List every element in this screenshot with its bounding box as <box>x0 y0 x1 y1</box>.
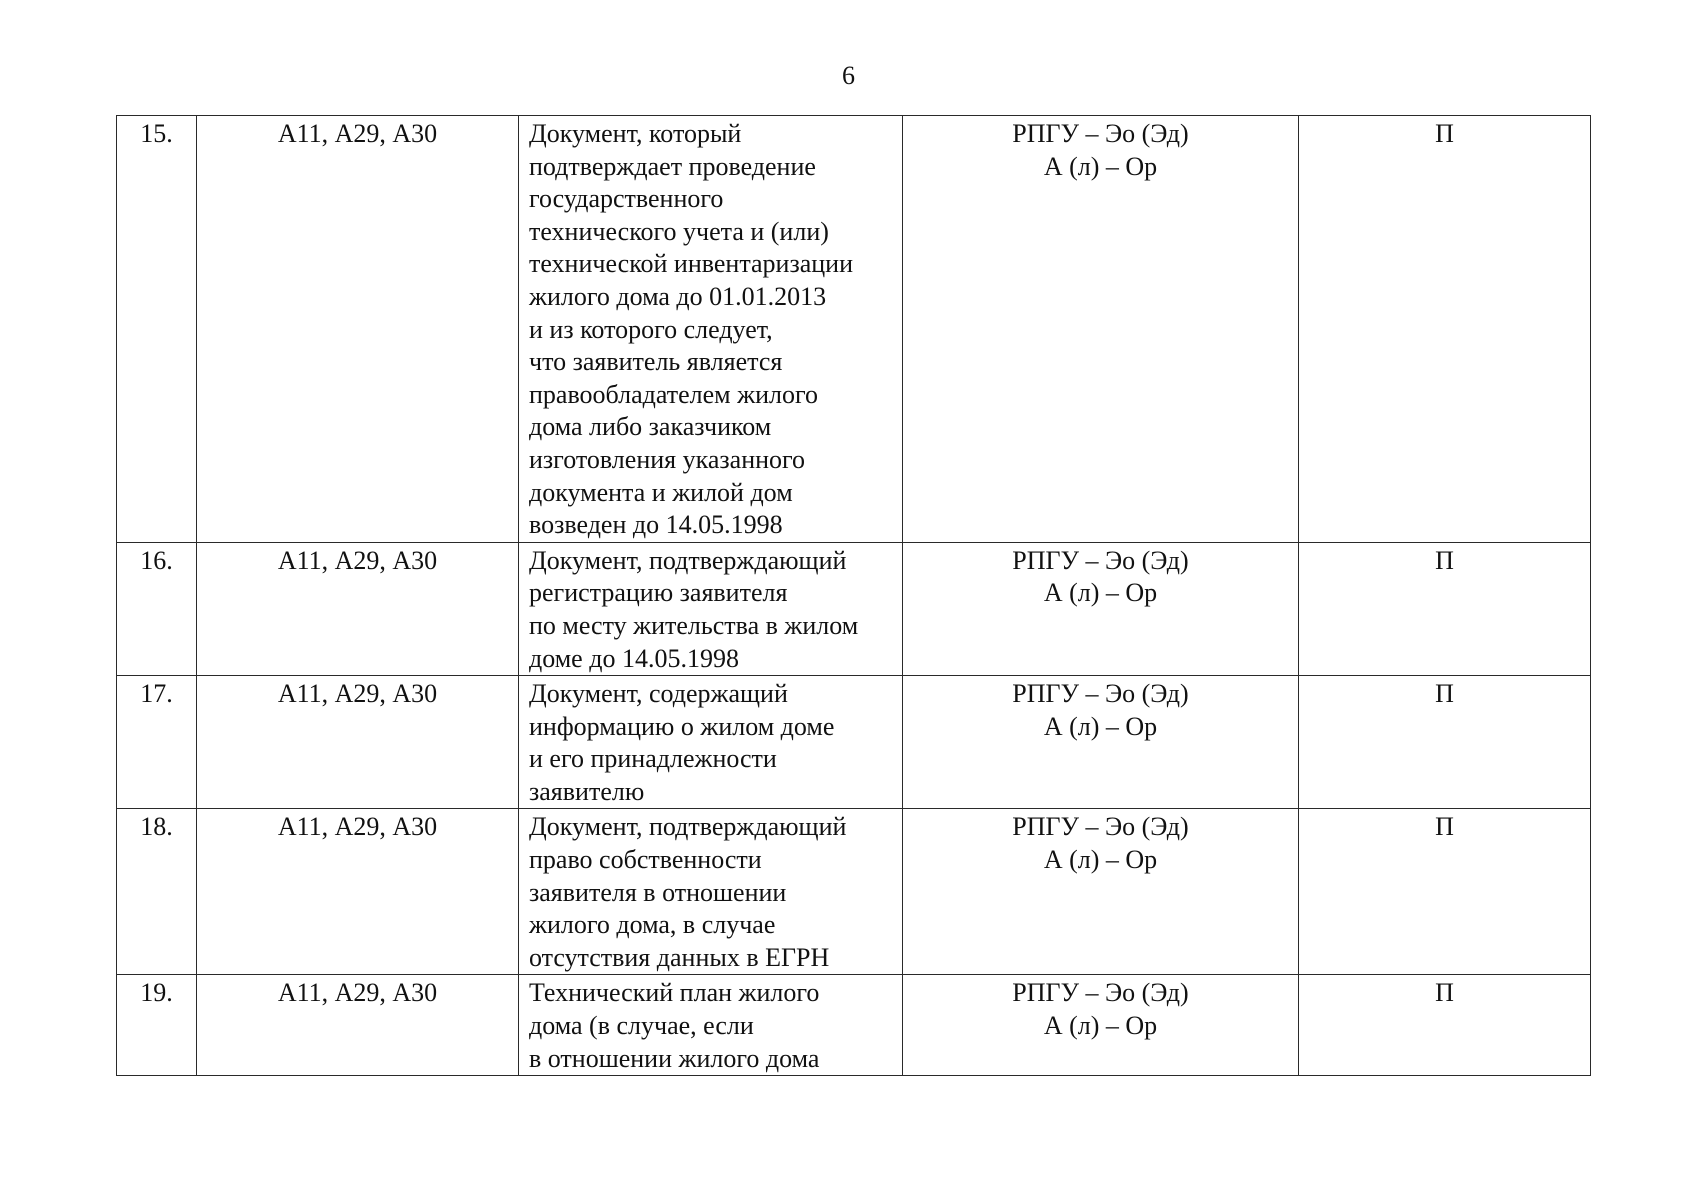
document-type-mark: П <box>1299 975 1591 1076</box>
document-description: Документ, подтверждающий регистрацию заявителя по месту жительства в жилом доме до 14.05.1998 <box>519 542 903 675</box>
submission-method <box>903 809 1299 975</box>
document-type-mark: П <box>1299 116 1591 543</box>
submission-method-line: РПГУ – Эо (Эд) <box>1012 812 1189 842</box>
table-row <box>117 809 1591 975</box>
table-row <box>117 116 1591 543</box>
document-description: Документ, подтверждающий право собственности заявителя в отношении жилого дома, в случае отсутствия данных в ЕГРН <box>519 809 903 975</box>
requirement-codes: А11, А29, А30 <box>197 676 519 809</box>
submission-method <box>903 676 1299 809</box>
requirement-codes: А11, А29, А30 <box>197 116 519 543</box>
document-type-mark: П <box>1299 809 1591 975</box>
submission-method-line: РПГУ – Эо (Эд) <box>1012 545 1189 575</box>
submission-method-line: А (л) – Ор <box>1043 151 1158 181</box>
submission-method <box>903 116 1299 543</box>
row-number: 17. <box>117 676 197 809</box>
table-row <box>117 542 1591 675</box>
submission-method-line: А (л) – Ор <box>1043 711 1158 741</box>
row-number: 18. <box>117 809 197 975</box>
document-description: Документ, содержащий информацию о жилом доме и его принадлежности заявителю <box>519 676 903 809</box>
row-number: 15. <box>117 116 197 543</box>
document-description: Документ, который подтверждает проведение государственного технического учета и (или) технической инвентаризации жилого дома до 01.01.2013 и из которого следует, что заявитель является правообладателем жилого дома либо заказчиком изготовления указанного документа и жилой дом возведен до 14.05.1998 <box>519 116 903 543</box>
submission-method-line: А (л) – Ор <box>1043 1011 1158 1041</box>
table-row <box>117 975 1591 1076</box>
submission-method <box>903 975 1299 1076</box>
row-number: 19. <box>117 975 197 1076</box>
page-number: 6 <box>842 61 855 90</box>
document-type-mark: П <box>1299 676 1591 809</box>
submission-method-line: А (л) – Ор <box>1043 578 1158 608</box>
submission-method-line: РПГУ – Эо (Эд) <box>1012 119 1189 148</box>
requirement-codes: А11, А29, А30 <box>197 975 519 1076</box>
document-description: Технический план жилого дома (в случае, если в отношении жилого дома <box>519 975 903 1076</box>
submission-method-line: А (л) – Ор <box>1043 845 1158 875</box>
submission-method-line: РПГУ – Эо (Эд) <box>1012 978 1189 1008</box>
requirement-codes: А11, А29, А30 <box>197 542 519 675</box>
table-row <box>117 676 1591 809</box>
document-type-mark: П <box>1299 542 1591 675</box>
documents-table <box>116 115 1591 1076</box>
submission-method <box>903 542 1299 675</box>
submission-method-line: РПГУ – Эо (Эд) <box>1012 679 1189 709</box>
row-number: 16. <box>117 542 197 675</box>
requirement-codes: А11, А29, А30 <box>197 809 519 975</box>
